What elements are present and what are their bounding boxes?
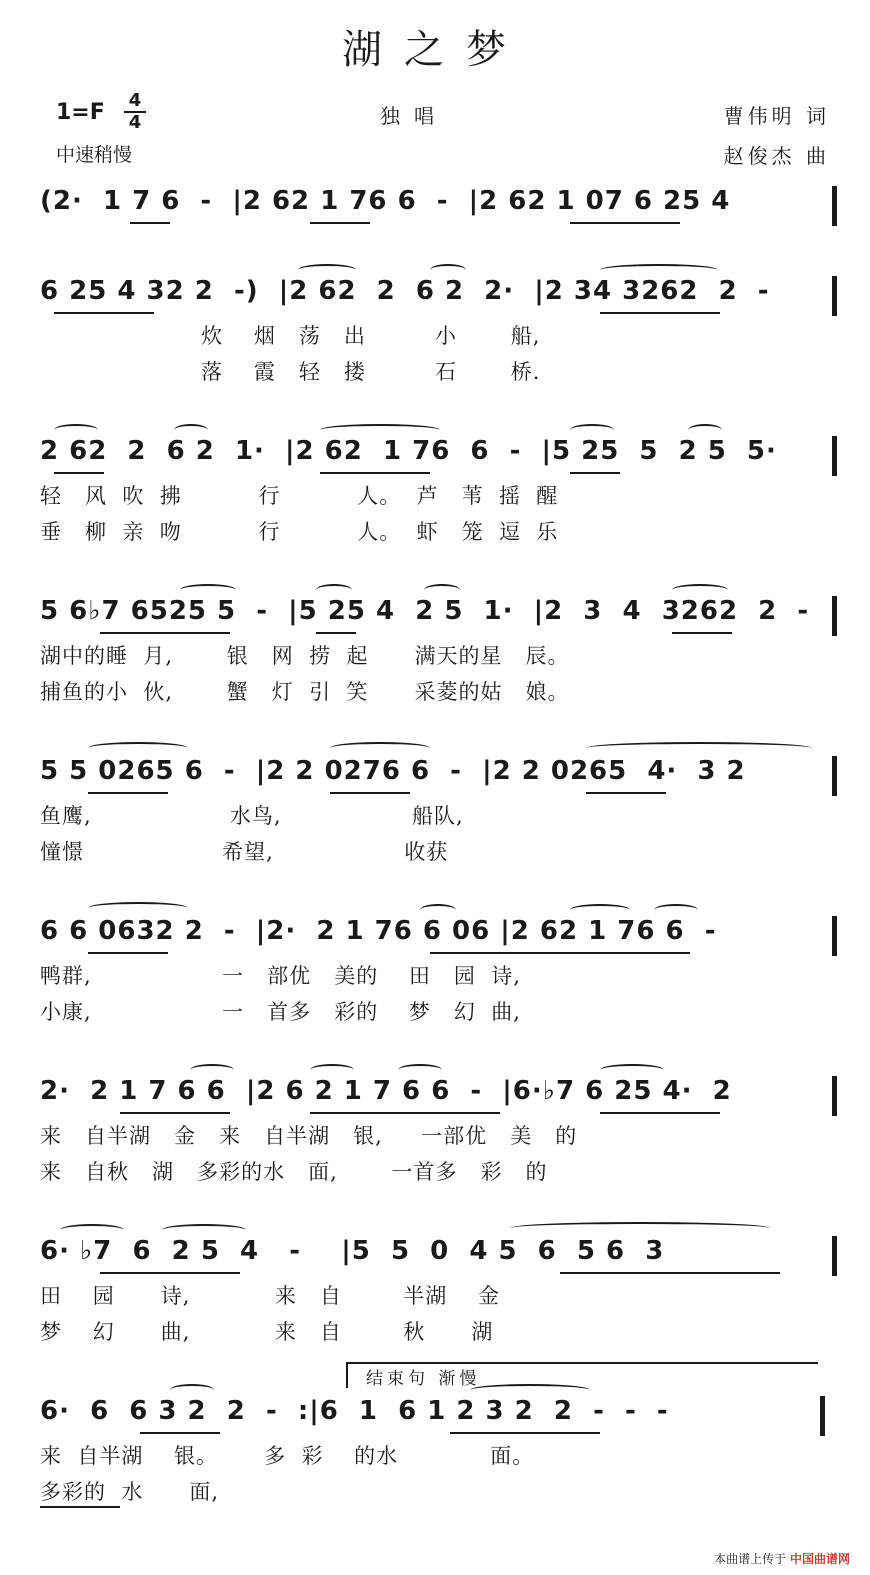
notation-line: 6· ♭7 6 2 5 4 - |5 5 0 4 5 6 5 6 3 [40, 1236, 665, 1266]
lyric-verse-1: 轻 风 吹 拂 行 人。 芦 苇 摇 醒 [40, 484, 559, 508]
song-title: 湖之梦 [342, 27, 528, 73]
composer-credit: 赵俊杰 曲 [723, 144, 830, 168]
lyric-verse-2: 憧憬 希望, 收获 [40, 840, 449, 864]
notation-line: 6· 6 6 3 2 2 - :|6 1 6 1 2 3 2 2 - - - [40, 1396, 669, 1426]
site-brand[interactable]: 中国曲谱网 [789, 1552, 850, 1566]
lyric-verse-2: 垂 柳 亲 吻 行 人。 虾 笼 逗 乐 [40, 520, 559, 544]
lyric-verse-2: 梦 幻 曲, 来 自 秋 湖 [40, 1320, 494, 1344]
lyric-verse-1: 来 自半湖 银。 多 彩 的水 面。 [40, 1444, 535, 1468]
notation-line: (2· 1 7 6 - |2 62 1 76 6 - |2 62 1 07 6 25 4 [40, 186, 731, 216]
notation-line: 2· 2 1 7 6 6 |2 6 2 1 7 6 6 - |6·♭7 6 25 4· 2 [40, 1076, 732, 1106]
footer-credit [714, 1550, 850, 1567]
notation-line: 2 62 2 6 2 1· |2 62 1 76 6 - |5 25 5 2 5 5· [40, 436, 777, 466]
lyric-verse-1: 来 自半湖 金 来 自半湖 银, 一部优 美 的 [40, 1124, 578, 1148]
lyric-verse-1: 炊 烟 荡 出 小 船, [40, 324, 541, 348]
lyric-verse-1: 鱼鹰, 水鸟, 船队, [40, 804, 464, 828]
footer-text: 本曲谱上传于 [714, 1552, 787, 1566]
time-sig-bottom: 4 [128, 112, 142, 133]
lyric-verse-2: 捕鱼的小 伙, 蟹 灯 引 笑 采菱的姑 娘。 [40, 680, 570, 704]
performance-type: 独唱 [380, 104, 448, 128]
notation-line: 5 6♭7 6525 5 - |5 25 4 2 5 1· |2 3 4 3262 2 - [40, 596, 810, 626]
notation-line: 6 6 0632 2 - |2· 2 1 76 6 06 |2 62 1 76 6 - [40, 916, 717, 946]
lyric-verse-2: 来 自秋 湖 多彩的水 面, 一首多 彩 的 [40, 1160, 548, 1184]
lyricist-credit: 曹伟明 词 [723, 104, 830, 128]
lyric-verse-2: 小康, 一 首多 彩的 梦 幻 曲, [40, 1000, 521, 1024]
time-signature [124, 92, 146, 132]
notation-line: 5 5 0265 6 - |2 2 0276 6 - |2 2 0265 4· 3 2 [40, 756, 746, 786]
lyric-verse-2: 落 霞 轻 搂 石 桥. [40, 360, 541, 384]
lyric-verse-2: 多彩的 水 面, [40, 1480, 220, 1504]
time-sig-top: 4 [128, 90, 142, 111]
tempo-marking: 中速稍慢 [56, 144, 133, 166]
key-signature: 1=F [56, 100, 105, 125]
ending-label: 结束句 渐慢 [366, 1369, 481, 1389]
lyric-verse-1: 田 园 诗, 来 自 半湖 金 [40, 1284, 500, 1308]
notation-line: 6 25 4 32 2 -) |2 62 2 6 2 2· |2 34 3262 2 - [40, 276, 770, 306]
lyric-verse-1: 湖中的睡 月, 银 网 捞 起 满天的星 辰。 [40, 644, 570, 668]
lyric-verse-1: 鸭群, 一 部优 美的 田 园 诗, [40, 964, 521, 988]
